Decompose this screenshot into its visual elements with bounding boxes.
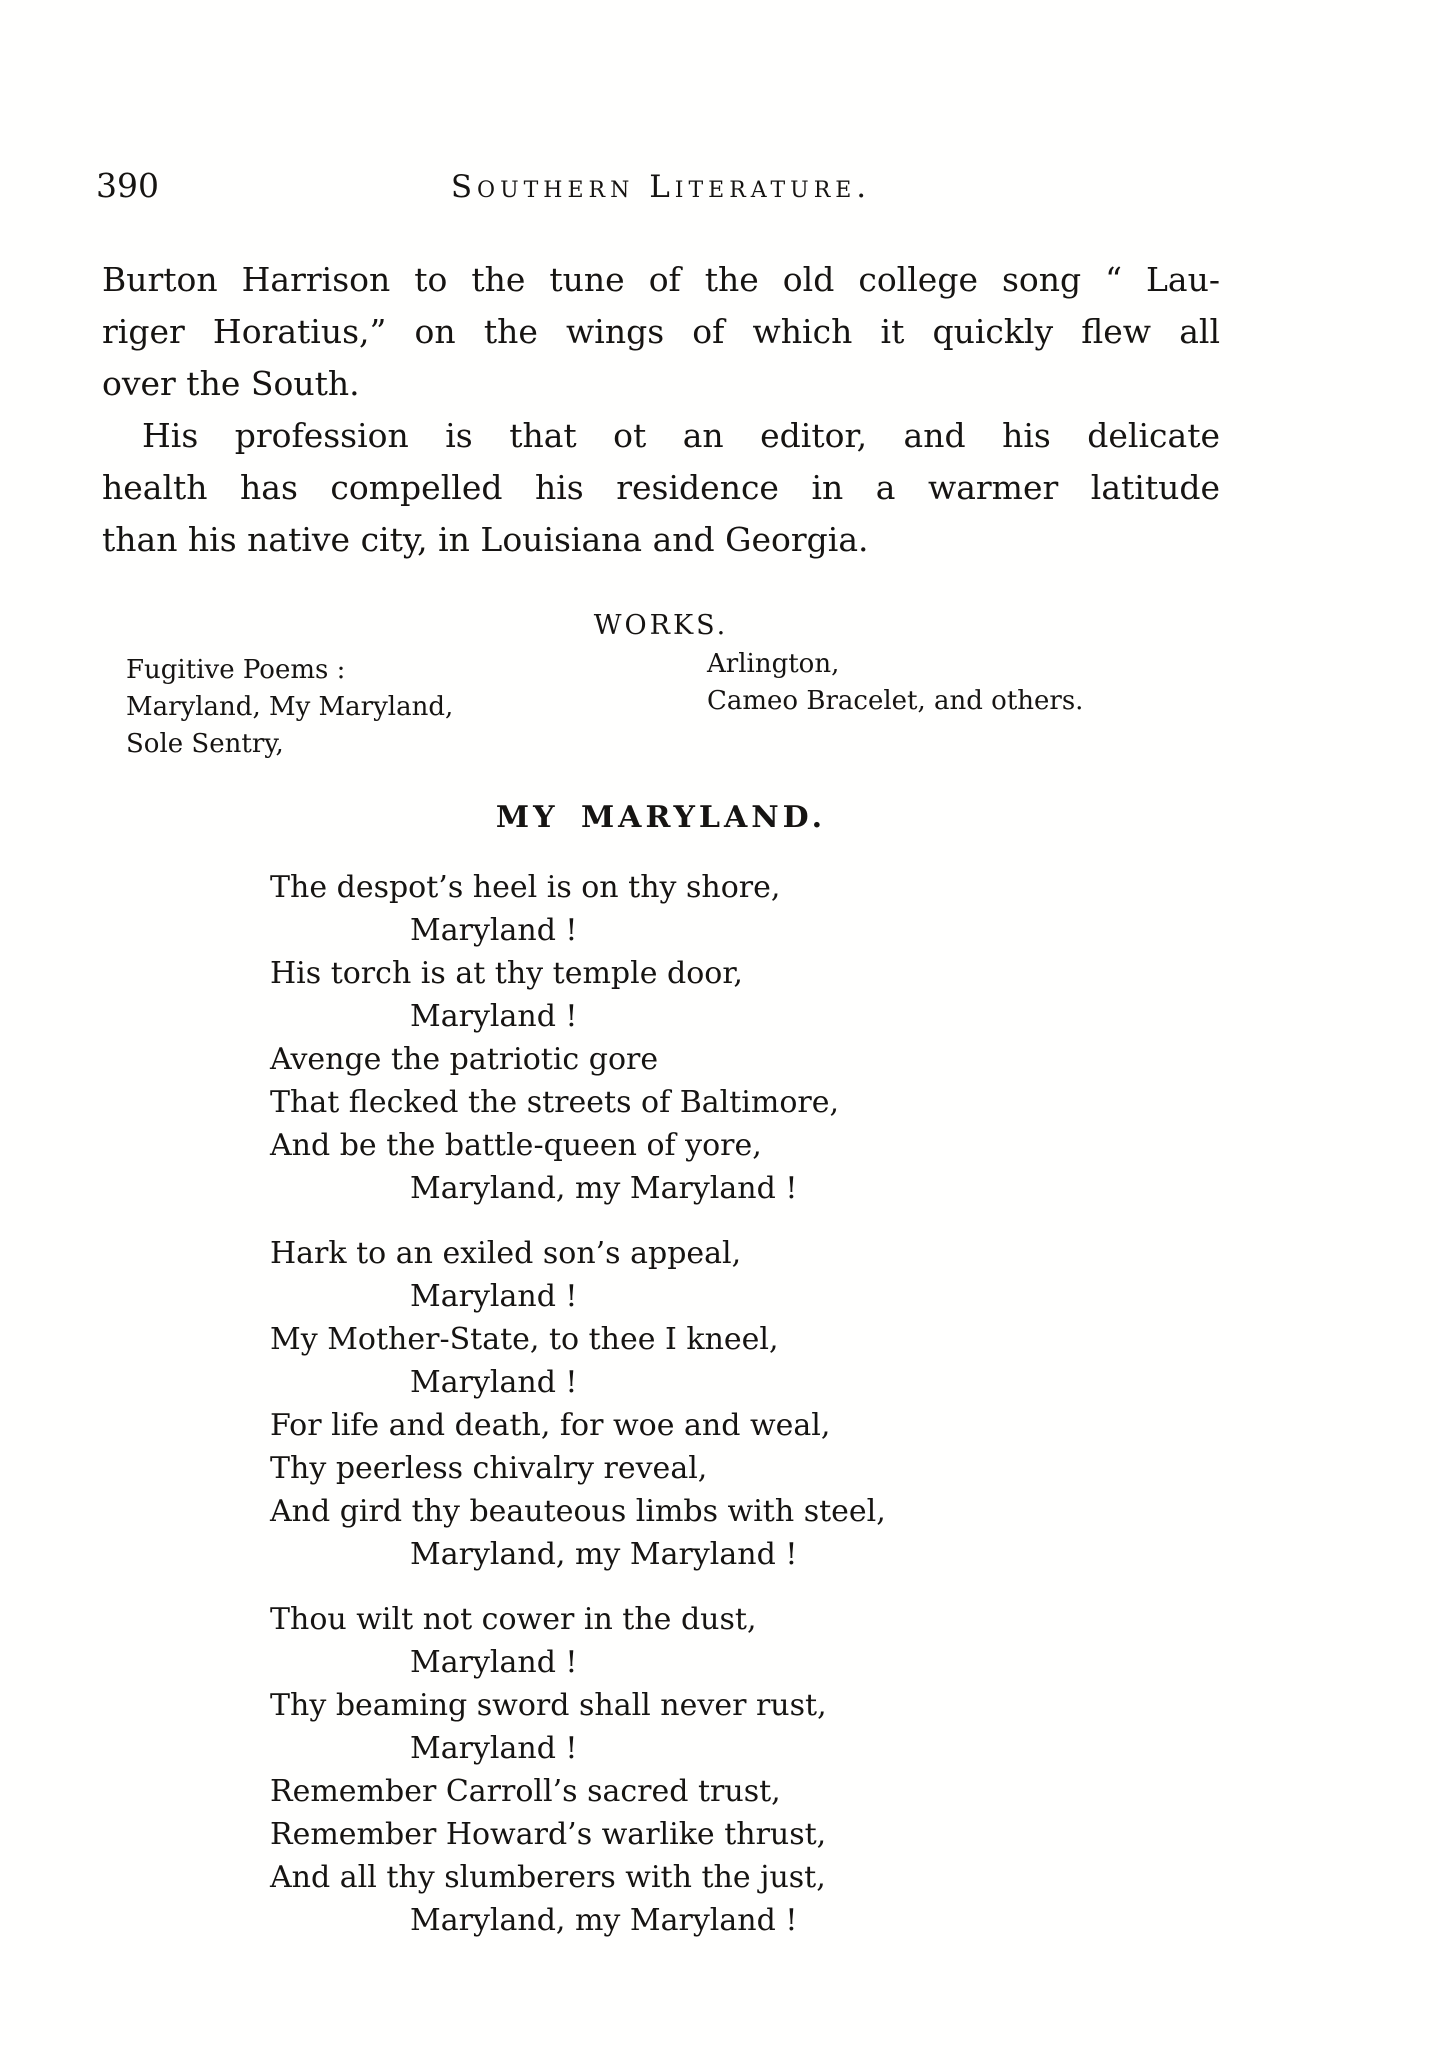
poem-line: Maryland ! xyxy=(410,1365,578,1400)
poem-stanza-3 xyxy=(102,1598,1220,1942)
works-item: Fugitive Poems : xyxy=(126,655,346,685)
works-item: Arlington, xyxy=(707,649,840,679)
body-line: over the South. xyxy=(102,364,360,403)
page-number: 390 xyxy=(96,166,159,205)
poem-line: Thy peerless chivalry reveal, xyxy=(270,1451,708,1486)
poem-line: And gird thy beauteous limbs with steel, xyxy=(270,1494,886,1529)
works-list xyxy=(102,649,1220,763)
works-heading: WORKS. xyxy=(593,610,729,641)
poem-line: Thou wilt not cower in the dust, xyxy=(270,1602,757,1637)
running-title: Southern Literature. xyxy=(450,169,872,205)
body-line: than his native city, in Louisiana and Georgia. xyxy=(102,520,869,559)
poem-line: For life and death, for woe and weal, xyxy=(270,1408,831,1443)
body-line: Burton Harrison to the tune of the old college song “ Lau- xyxy=(102,260,1220,299)
poem-line: Thy beaming sword shall never rust, xyxy=(270,1688,827,1723)
body-line: riger Horatius,” on the wings of which it quickly flew all xyxy=(102,312,1220,351)
poem-line: Avenge the patriotic gore xyxy=(270,1042,659,1077)
poem-line: Hark to an exiled son’s appeal, xyxy=(270,1236,742,1271)
poem-line: My Mother-State, to thee I kneel, xyxy=(270,1322,779,1357)
paragraph-2 xyxy=(102,410,1220,566)
poem xyxy=(102,866,1220,1964)
poem-line: Maryland ! xyxy=(410,913,578,948)
poem-line: The despot’s heel is on thy shore, xyxy=(270,870,781,905)
poem-line: Maryland ! xyxy=(410,999,578,1034)
poem-line: Maryland ! xyxy=(410,1731,578,1766)
works-item: Maryland, My Maryland, xyxy=(126,692,454,722)
works-item: Cameo Bracelet, and others. xyxy=(707,686,1084,716)
poem-line: And be the battle-queen of yore, xyxy=(270,1128,762,1163)
poem-line: Maryland ! xyxy=(410,1645,578,1680)
poem-line: Maryland, my Maryland ! xyxy=(410,1537,798,1572)
poem-stanza-2 xyxy=(102,1232,1220,1576)
poem-line: Remember Carroll’s sacred trust, xyxy=(270,1774,781,1809)
poem-stanza-1 xyxy=(102,866,1220,1210)
works-right-column xyxy=(707,646,1083,720)
poem-line: Maryland ! xyxy=(410,1279,578,1314)
poem-line: His torch is at thy temple door, xyxy=(270,956,743,991)
page-header xyxy=(0,166,1438,210)
body-line: His profession is that ot an editor, and his delicate xyxy=(142,416,1220,455)
poem-title: MY MARYLAND. xyxy=(495,800,827,835)
poem-line: Maryland, my Maryland ! xyxy=(410,1903,798,1938)
works-item: Sole Sentry, xyxy=(126,729,284,759)
poem-line: Remember Howard’s warlike thrust, xyxy=(270,1817,827,1852)
poem-line: That flecked the streets of Baltimore, xyxy=(270,1085,840,1120)
body-text xyxy=(102,254,1220,566)
body-line: health has compelled his residence in a warmer latitude xyxy=(102,468,1220,507)
poem-line: Maryland, my Maryland ! xyxy=(410,1171,798,1206)
paragraph-1 xyxy=(102,254,1220,410)
poem-line: And all thy slumberers with the just, xyxy=(270,1860,826,1895)
